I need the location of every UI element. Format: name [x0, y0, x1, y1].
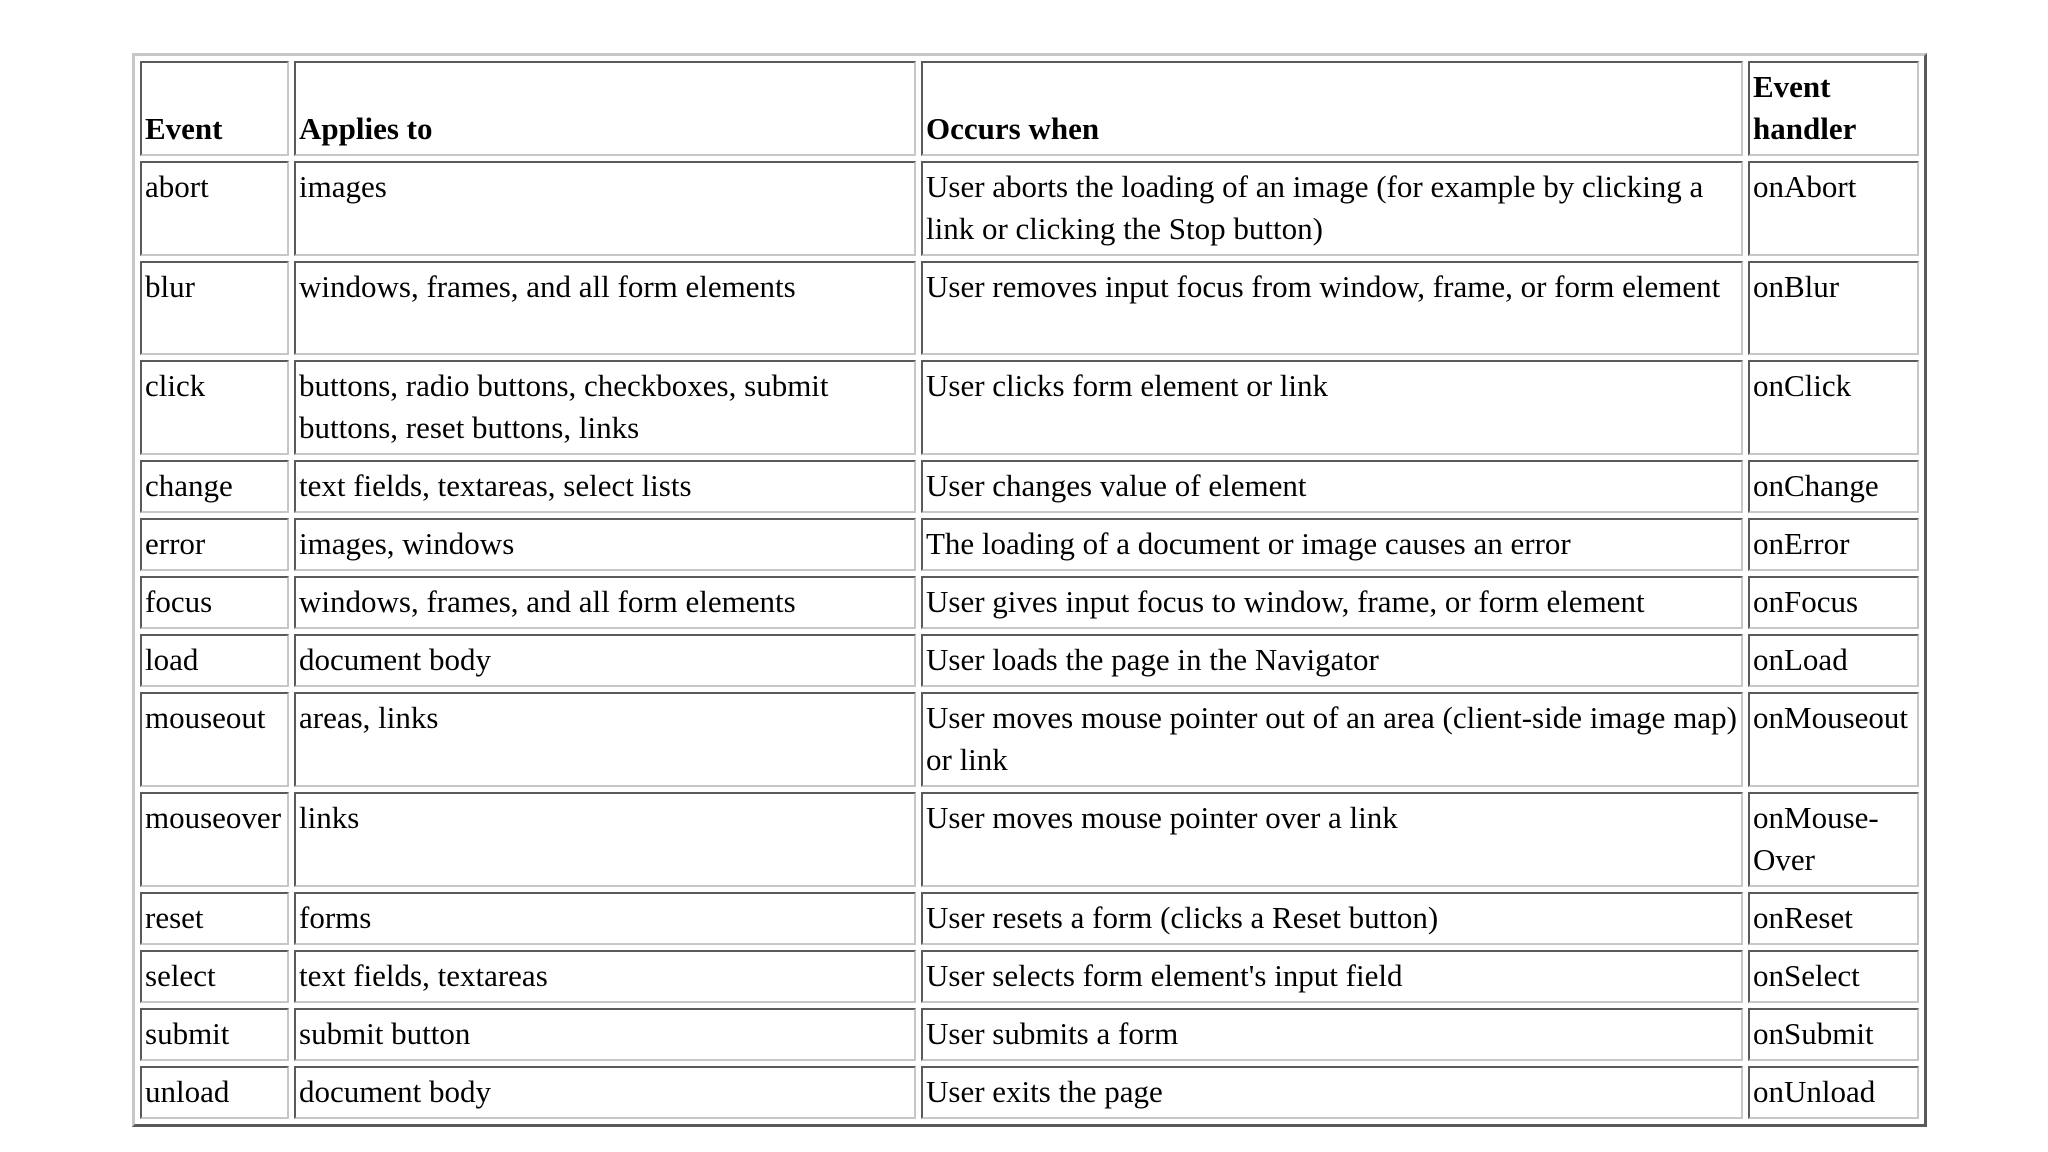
event-cell: click — [140, 360, 289, 455]
handler-cell: onLoad — [1748, 634, 1919, 687]
occurs-when-cell: User removes input focus from window, frame, or form element — [921, 261, 1743, 355]
event-cell: mouseover — [140, 792, 289, 887]
applies-to-cell: text fields, textareas, select lists — [294, 460, 916, 513]
table-row — [140, 161, 1919, 256]
event-cell: blur — [140, 261, 289, 355]
occurs-when-cell: User moves mouse pointer out of an area (client-side image map) or link — [921, 692, 1743, 787]
event-cell: error — [140, 518, 289, 571]
events-table — [132, 53, 1927, 1127]
handler-cell: onSubmit — [1748, 1008, 1919, 1061]
handler-cell: onMouse-Over — [1748, 792, 1919, 887]
applies-to-cell: buttons, radio buttons, checkboxes, submit buttons, reset buttons, links — [294, 360, 916, 455]
event-cell: focus — [140, 576, 289, 629]
occurs-when-cell: User clicks form element or link — [921, 360, 1743, 455]
table-row — [140, 360, 1919, 455]
applies-to-cell: images — [294, 161, 916, 256]
table-row — [140, 460, 1919, 513]
event-cell: unload — [140, 1066, 289, 1119]
event-cell: reset — [140, 892, 289, 945]
event-cell: mouseout — [140, 692, 289, 787]
occurs-when-cell: User selects form element's input field — [921, 950, 1743, 1003]
occurs-when-cell: User loads the page in the Navigator — [921, 634, 1743, 687]
handler-cell: onReset — [1748, 892, 1919, 945]
handler-cell: onError — [1748, 518, 1919, 571]
table-row — [140, 792, 1919, 887]
table-row — [140, 692, 1919, 787]
header-applies-to: Applies to — [294, 61, 916, 156]
handler-cell: onClick — [1748, 360, 1919, 455]
handler-cell: onAbort — [1748, 161, 1919, 256]
occurs-when-cell: The loading of a document or image causes an error — [921, 518, 1743, 571]
table-row — [140, 1066, 1919, 1119]
applies-to-cell: areas, links — [294, 692, 916, 787]
occurs-when-cell: User gives input focus to window, frame, or form element — [921, 576, 1743, 629]
table-row — [140, 892, 1919, 945]
handler-cell: onUnload — [1748, 1066, 1919, 1119]
occurs-when-cell: User exits the page — [921, 1066, 1743, 1119]
handler-cell: onChange — [1748, 460, 1919, 513]
event-cell: select — [140, 950, 289, 1003]
table-row — [140, 261, 1919, 355]
handler-cell: onSelect — [1748, 950, 1919, 1003]
table-header-row — [140, 61, 1919, 156]
applies-to-cell: submit button — [294, 1008, 916, 1061]
applies-to-cell: document body — [294, 1066, 916, 1119]
occurs-when-cell: User changes value of element — [921, 460, 1743, 513]
event-cell: load — [140, 634, 289, 687]
occurs-when-cell: User resets a form (clicks a Reset button) — [921, 892, 1743, 945]
applies-to-cell: windows, frames, and all form elements — [294, 261, 916, 355]
applies-to-cell: forms — [294, 892, 916, 945]
handler-cell: onBlur — [1748, 261, 1919, 355]
applies-to-cell: images, windows — [294, 518, 916, 571]
handler-cell: onMouseout — [1748, 692, 1919, 787]
header-event: Event — [140, 61, 289, 156]
applies-to-cell: document body — [294, 634, 916, 687]
event-cell: abort — [140, 161, 289, 256]
table-row — [140, 576, 1919, 629]
table-row — [140, 634, 1919, 687]
applies-to-cell: text fields, textareas — [294, 950, 916, 1003]
table-row — [140, 518, 1919, 571]
applies-to-cell: windows, frames, and all form elements — [294, 576, 916, 629]
event-cell: submit — [140, 1008, 289, 1061]
table-row — [140, 950, 1919, 1003]
occurs-when-cell: User moves mouse pointer over a link — [921, 792, 1743, 887]
occurs-when-cell: User aborts the loading of an image (for example by clicking a link or clicking the Stop button) — [921, 161, 1743, 256]
applies-to-cell: links — [294, 792, 916, 887]
event-cell: change — [140, 460, 289, 513]
occurs-when-cell: User submits a form — [921, 1008, 1743, 1061]
handler-cell: onFocus — [1748, 576, 1919, 629]
header-occurs-when: Occurs when — [921, 61, 1743, 156]
table-row — [140, 1008, 1919, 1061]
header-event-handler: Event handler — [1748, 61, 1919, 156]
